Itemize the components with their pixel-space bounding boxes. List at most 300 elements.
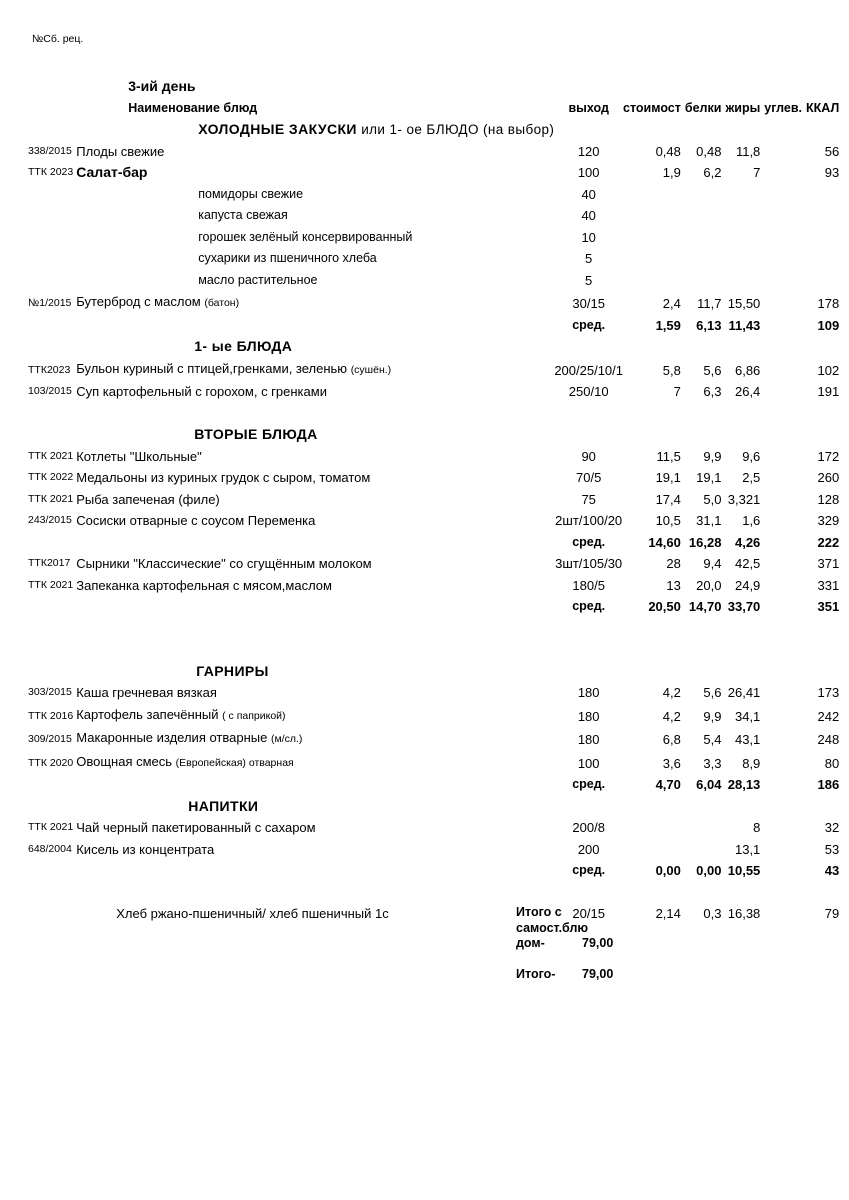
- dish-carb: [764, 205, 806, 227]
- section-title-garnishes: ГАРНИРЫ: [196, 662, 269, 679]
- dish-cost: 10,5: [655, 513, 681, 528]
- empty-cell: [725, 119, 764, 141]
- dish-name: помидоры свежие: [198, 186, 304, 201]
- dish-protein: [685, 817, 726, 839]
- dish-code: [28, 227, 76, 249]
- dish-name-text: Бутерброд с маслом: [76, 294, 201, 309]
- section-title-second-courses: ВТОРЫЕ БЛЮДА: [194, 426, 318, 442]
- empty-cell: [806, 119, 841, 141]
- fat-column-header: жиры: [725, 100, 761, 115]
- dish-fat: 43,1: [734, 732, 761, 747]
- totals-label-line2: самост.блю: [516, 920, 589, 935]
- dish-protein: 9,9: [703, 448, 722, 464]
- dish-carb: [764, 839, 806, 861]
- dish-fat: 34,1: [734, 708, 761, 724]
- dish-code: [28, 184, 76, 206]
- empty-cell: [725, 424, 764, 446]
- dish-protein: [685, 184, 726, 206]
- dish-cost: 28: [666, 556, 681, 571]
- dish-out: 5: [585, 272, 593, 288]
- spacer-row: [28, 618, 841, 640]
- spacer-cell: [28, 618, 841, 640]
- table-row: [28, 575, 841, 597]
- dish-carb: [764, 682, 806, 704]
- table-row: [28, 553, 841, 575]
- average-protein: 14,70: [688, 599, 722, 614]
- dish-carb: [764, 227, 806, 249]
- dish-cost: [623, 184, 685, 206]
- average-label: сред.: [572, 599, 606, 613]
- dish-out: 200/25/10/1: [554, 362, 624, 378]
- dish-out: 5: [585, 251, 593, 266]
- empty-cell: [28, 532, 76, 554]
- dish-carb: [764, 903, 806, 925]
- dish-kcal: 331: [817, 577, 840, 593]
- average-row: [28, 596, 841, 618]
- average-cost: 4,70: [655, 777, 681, 792]
- table-row: [28, 227, 841, 249]
- section-title-row: [28, 336, 841, 358]
- dish-carb: [764, 467, 806, 489]
- empty-cell: [76, 596, 554, 618]
- empty-cell: [806, 424, 841, 446]
- average-carb: [764, 315, 806, 337]
- empty-cell: [806, 796, 841, 818]
- dish-code: 243/2015: [28, 514, 72, 526]
- empty-cell: [554, 796, 623, 818]
- table-row: [28, 839, 841, 861]
- table-row: [28, 358, 841, 382]
- dish-out: 200: [577, 841, 600, 857]
- spacer-cell: [28, 882, 841, 904]
- empty-cell: [623, 76, 685, 98]
- dish-code: ТТК 2021: [28, 492, 74, 505]
- dish-kcal: [806, 227, 841, 249]
- section-title-row: [28, 661, 841, 683]
- dish-carb: [764, 751, 806, 775]
- dish-name: Сосиски отварные с соусом Переменка: [76, 513, 316, 528]
- empty-cell: [623, 424, 685, 446]
- dish-kcal: 53: [824, 841, 840, 857]
- dish-name: Каша гречневая вязкая: [76, 685, 217, 700]
- dish-code: №1/2015: [28, 297, 72, 309]
- table-row: [28, 510, 841, 532]
- dish-protein: 0,48: [696, 143, 722, 159]
- average-fat: 10,55: [727, 863, 761, 878]
- dish-fat: [725, 270, 764, 292]
- empty-cell: [28, 860, 76, 882]
- average-fat: 33,70: [727, 599, 761, 614]
- dish-out: 180: [577, 732, 600, 747]
- dish-fat: 42,5: [734, 556, 761, 571]
- dish-kcal: 56: [824, 143, 840, 159]
- dish-fat: 11,8: [735, 143, 761, 159]
- totals-label: [516, 905, 590, 952]
- dish-kcal: 260: [817, 470, 840, 485]
- empty-cell: [554, 336, 623, 358]
- empty-cell: [28, 315, 76, 337]
- dish-fat: [725, 184, 764, 206]
- dish-carb: [764, 553, 806, 575]
- spacer-row: [28, 403, 841, 425]
- empty-cell: [28, 76, 76, 98]
- empty-cell: [76, 532, 554, 554]
- dish-code: 338/2015: [28, 144, 72, 157]
- dish-out: 180/5: [572, 577, 605, 593]
- empty-cell: [725, 661, 764, 683]
- average-carb: [764, 532, 806, 554]
- dish-code: [28, 248, 76, 270]
- dish-code: ТТК 2021: [28, 449, 74, 462]
- dish-out: 40: [581, 186, 596, 202]
- dish-carb: [764, 510, 806, 532]
- dish-name: [76, 751, 554, 775]
- empty-cell: [685, 424, 726, 446]
- spacer-row: [28, 882, 841, 904]
- dish-cost: 4,2: [662, 708, 681, 724]
- menu-table: [28, 76, 841, 925]
- table-row: [28, 162, 841, 184]
- empty-cell: [28, 424, 76, 446]
- table-row: [28, 489, 841, 511]
- average-cost: 14,60: [648, 534, 681, 550]
- dish-fat: 16,38: [727, 906, 761, 921]
- average-label: сред.: [572, 317, 606, 332]
- dish-cost: 2,4: [662, 296, 681, 311]
- reference-label: №Сб. рец.: [32, 33, 84, 45]
- dish-fat: 15,50: [727, 296, 761, 311]
- section-title-row: [28, 424, 841, 446]
- empty-cell: [28, 336, 76, 358]
- dish-fat: 13,1: [734, 841, 761, 857]
- dish-code: ТТК 2021: [28, 578, 74, 591]
- dish-protein: 9,4: [703, 556, 722, 571]
- empty-cell: [725, 796, 764, 818]
- average-fat: 11,43: [728, 317, 761, 333]
- dish-protein: 5,6: [703, 362, 722, 378]
- dish-fat: 24,9: [734, 577, 761, 593]
- dish-code: 309/2015: [28, 733, 72, 745]
- average-cost: 1,59: [655, 317, 681, 333]
- dish-fat: [725, 248, 764, 270]
- dish-name-note: ( с паприкой): [222, 709, 286, 722]
- day-title: 3-ий день: [128, 78, 196, 94]
- dish-fat: 8,9: [742, 755, 761, 771]
- dish-carb: [764, 162, 806, 184]
- dish-code: ТТК 2022: [28, 471, 74, 483]
- dish-code: 648/2004: [28, 842, 72, 855]
- spacer-row: [28, 639, 841, 661]
- dish-cost: 1,9: [662, 165, 681, 180]
- dish-fat: 2,5: [742, 470, 761, 485]
- empty-cell: [806, 76, 841, 98]
- dish-cost: 17,4: [655, 491, 681, 507]
- table-row: [28, 381, 841, 403]
- dish-code: ТТК 2020: [28, 756, 74, 769]
- section-title-suffix: или 1- ое БЛЮДО (на выбор): [361, 122, 555, 137]
- dish-protein: 9,9: [703, 708, 722, 724]
- table-row: [28, 205, 841, 227]
- dish-protein: [685, 227, 726, 249]
- average-protein: 16,28: [688, 534, 722, 550]
- dish-carb: [764, 381, 806, 403]
- dish-code: [28, 270, 76, 292]
- dish-cost: 0,48: [655, 143, 681, 159]
- average-kcal: 186: [817, 777, 840, 792]
- dish-cost: [623, 270, 685, 292]
- empty-cell: [623, 796, 685, 818]
- dish-carb: [764, 141, 806, 163]
- table-row: [28, 817, 841, 839]
- dish-protein: 20,0: [696, 577, 722, 593]
- empty-cell: [28, 796, 76, 818]
- dish-kcal: 172: [817, 448, 840, 464]
- empty-cell: [764, 336, 806, 358]
- average-fat: 4,26: [734, 534, 761, 550]
- section-title-drinks: НАПИТКИ: [188, 797, 259, 814]
- totals-label-line1: Итого с: [516, 905, 562, 919]
- table-row: [28, 751, 841, 775]
- dish-carb: [764, 358, 806, 382]
- average-cost: 20,50: [648, 599, 681, 614]
- dish-fat: 3,321: [727, 491, 761, 507]
- dish-kcal: [806, 270, 841, 292]
- dish-protein: [685, 839, 726, 861]
- table-row: [28, 467, 841, 489]
- section-title-row: [28, 119, 841, 141]
- dish-out: 20/15: [572, 906, 605, 921]
- empty-cell: [28, 98, 76, 120]
- dish-protein: 5,0: [703, 491, 722, 507]
- empty-cell: [806, 336, 841, 358]
- table-row: [28, 184, 841, 206]
- dish-fat: 7: [753, 165, 761, 180]
- average-label: сред.: [572, 777, 606, 791]
- dish-name: [76, 291, 554, 315]
- dish-protein: 31,1: [696, 513, 722, 528]
- dish-out: 30/15: [572, 296, 605, 311]
- average-carb: [764, 860, 806, 882]
- empty-cell: [685, 661, 726, 683]
- dish-protein: 3,3: [703, 755, 722, 771]
- totals-label-line3: дом-: [516, 936, 545, 950]
- table-row: [28, 682, 841, 704]
- average-protein: 0,00: [696, 863, 722, 878]
- kcal-column-header: ККАЛ: [806, 100, 840, 115]
- dish-protein: 11,7: [697, 296, 722, 311]
- dish-kcal: 178: [817, 296, 840, 311]
- empty-cell: [623, 336, 685, 358]
- dish-cost: [623, 817, 685, 839]
- cost-column-header: стоимост: [623, 100, 681, 115]
- empty-cell: [685, 76, 726, 98]
- table-row: [28, 727, 841, 751]
- dish-name: Сырники "Классические" со сгущённым молоком: [76, 556, 372, 571]
- dish-fat: 26,4: [734, 384, 761, 399]
- dish-kcal: 329: [817, 513, 840, 528]
- average-kcal: 222: [817, 534, 840, 550]
- dish-name: Чай черный пакетированный с сахаром: [76, 820, 316, 835]
- dish-name: Медальоны из куриных грудок с сыром, томатом: [76, 470, 371, 485]
- dish-fat: 26,41: [727, 685, 761, 700]
- dish-out: 100: [577, 755, 600, 771]
- average-label: сред.: [572, 534, 606, 549]
- dish-code: ТТК 2021: [28, 821, 74, 833]
- dish-name: Хлеб ржано-пшеничный/ хлеб пшеничный 1с: [116, 906, 389, 921]
- average-kcal: 351: [817, 599, 840, 614]
- dish-protein: 0,3: [703, 906, 722, 921]
- empty-cell: [554, 119, 623, 141]
- spacer-cell: [28, 639, 841, 661]
- dish-kcal: 32: [824, 820, 840, 835]
- empty-cell: [28, 119, 76, 141]
- dish-out: 10: [581, 229, 596, 245]
- dish-protein: [685, 248, 726, 270]
- dish-cost: 4,2: [662, 685, 681, 700]
- dish-out: 100: [577, 165, 600, 180]
- dish-cost: 5,8: [662, 362, 681, 378]
- name-column-header: Наименование блюд: [128, 100, 258, 115]
- totals-value-final: 79,00: [582, 967, 614, 981]
- spacer-cell: [28, 403, 841, 425]
- average-carb: [764, 774, 806, 796]
- empty-cell: [764, 424, 806, 446]
- dish-cost: 11,5: [656, 448, 681, 464]
- dish-kcal: 191: [817, 384, 840, 399]
- dish-name: Салат-бар: [76, 164, 148, 180]
- dish-name: масло растительное: [198, 272, 318, 287]
- dish-cost: [623, 248, 685, 270]
- column-header-row: [28, 98, 841, 120]
- dish-out: 40: [581, 208, 596, 223]
- dish-protein: [685, 205, 726, 227]
- dish-out: 180: [577, 708, 600, 724]
- dish-fat: 6,86: [734, 362, 761, 378]
- dish-kcal: 79: [824, 906, 840, 921]
- dish-fat: [725, 205, 764, 227]
- dish-code: ТТК2017: [28, 557, 71, 569]
- dish-carb: [764, 489, 806, 511]
- dish-carb: [764, 446, 806, 468]
- out-column-header: выход: [568, 100, 609, 115]
- dish-protein: [685, 270, 726, 292]
- dish-carb: [764, 248, 806, 270]
- section-title-first-courses: 1- ые БЛЮДА: [194, 338, 293, 354]
- dish-protein: 19,1: [696, 470, 722, 485]
- average-protein: 6,04: [696, 777, 722, 792]
- dish-code: ТТК 2023: [28, 166, 74, 178]
- average-fat: 28,13: [727, 777, 761, 792]
- dish-kcal: 248: [817, 732, 840, 747]
- empty-cell: [725, 336, 764, 358]
- empty-cell: [554, 76, 623, 98]
- dish-name: Суп картофельный с горохом, с гренками: [76, 384, 327, 399]
- empty-cell: [764, 661, 806, 683]
- dish-carb: [764, 291, 806, 315]
- dish-name: горошек зелёный консервированный: [198, 229, 413, 244]
- empty-cell: [554, 424, 623, 446]
- dish-protein: 6,3: [703, 384, 722, 399]
- dish-fat: 8: [753, 820, 761, 835]
- dish-out: 120: [577, 143, 600, 159]
- average-protein: 6,13: [696, 317, 722, 333]
- dish-name: Рыба запеченая (филе): [76, 491, 220, 507]
- table-row: [28, 704, 841, 728]
- dish-kcal: 93: [824, 165, 840, 180]
- dish-out: 75: [581, 491, 596, 507]
- empty-cell: [623, 119, 685, 141]
- dish-cost: 7: [673, 384, 681, 399]
- average-row: [28, 532, 841, 554]
- dish-kcal: 371: [817, 556, 840, 571]
- dish-name: Котлеты "Школьные": [76, 448, 202, 464]
- section-title-cold: [76, 119, 554, 141]
- dish-protein: 6,2: [703, 165, 722, 180]
- dish-name-text: Овощная смесь: [76, 753, 173, 769]
- dish-cost: [623, 839, 685, 861]
- dish-code: ТТК2023: [28, 363, 71, 376]
- table-row: [28, 291, 841, 315]
- dish-code: 303/2015: [28, 686, 72, 698]
- totals-final-label: Итого-: [516, 967, 556, 981]
- dish-carb: [764, 270, 806, 292]
- dish-code: 103/2015: [28, 385, 72, 397]
- dish-out: 70/5: [576, 470, 602, 485]
- dish-cost: 3,6: [662, 755, 681, 771]
- empty-cell: [76, 860, 554, 882]
- dish-name: сухарики из пшеничного хлеба: [198, 251, 377, 265]
- average-kcal: 43: [824, 863, 840, 878]
- dish-out: 2шт/100/20: [555, 513, 623, 528]
- average-label: сред.: [572, 863, 606, 877]
- empty-cell: [28, 661, 76, 683]
- dish-kcal: 102: [817, 362, 840, 378]
- dish-out: 180: [577, 685, 600, 700]
- dish-protein: 5,6: [703, 685, 722, 700]
- dish-name-note: (Европейская) отварная: [175, 756, 294, 769]
- dish-cost: 6,8: [662, 732, 681, 747]
- day-title-row: [28, 76, 841, 98]
- empty-cell: [554, 661, 623, 683]
- dish-carb: [764, 575, 806, 597]
- section-title-row: [28, 796, 841, 818]
- empty-cell: [685, 336, 726, 358]
- dish-cost: 2,14: [655, 906, 681, 921]
- dish-cost: 13: [666, 577, 681, 593]
- empty-cell: [764, 119, 806, 141]
- empty-cell: [685, 119, 726, 141]
- empty-cell: [28, 596, 76, 618]
- table-row: [28, 446, 841, 468]
- dish-name: капуста свежая: [198, 208, 288, 222]
- dish-kcal: 128: [817, 491, 840, 507]
- dish-name-note: (сушён.): [350, 363, 392, 376]
- dish-name: [76, 358, 554, 382]
- dish-cost: [623, 205, 685, 227]
- dish-name-note: (м/сл.): [270, 733, 303, 745]
- dish-name: [76, 727, 554, 751]
- dish-cost: [623, 227, 685, 249]
- dish-code: [28, 205, 76, 227]
- average-row: [28, 315, 841, 337]
- dish-carb: [764, 727, 806, 751]
- dish-kcal: [806, 184, 841, 206]
- dish-kcal: 80: [824, 755, 840, 771]
- table-row: [28, 270, 841, 292]
- dish-out: 250/10: [568, 384, 609, 399]
- dish-name: [76, 704, 554, 728]
- dish-kcal: [806, 205, 841, 227]
